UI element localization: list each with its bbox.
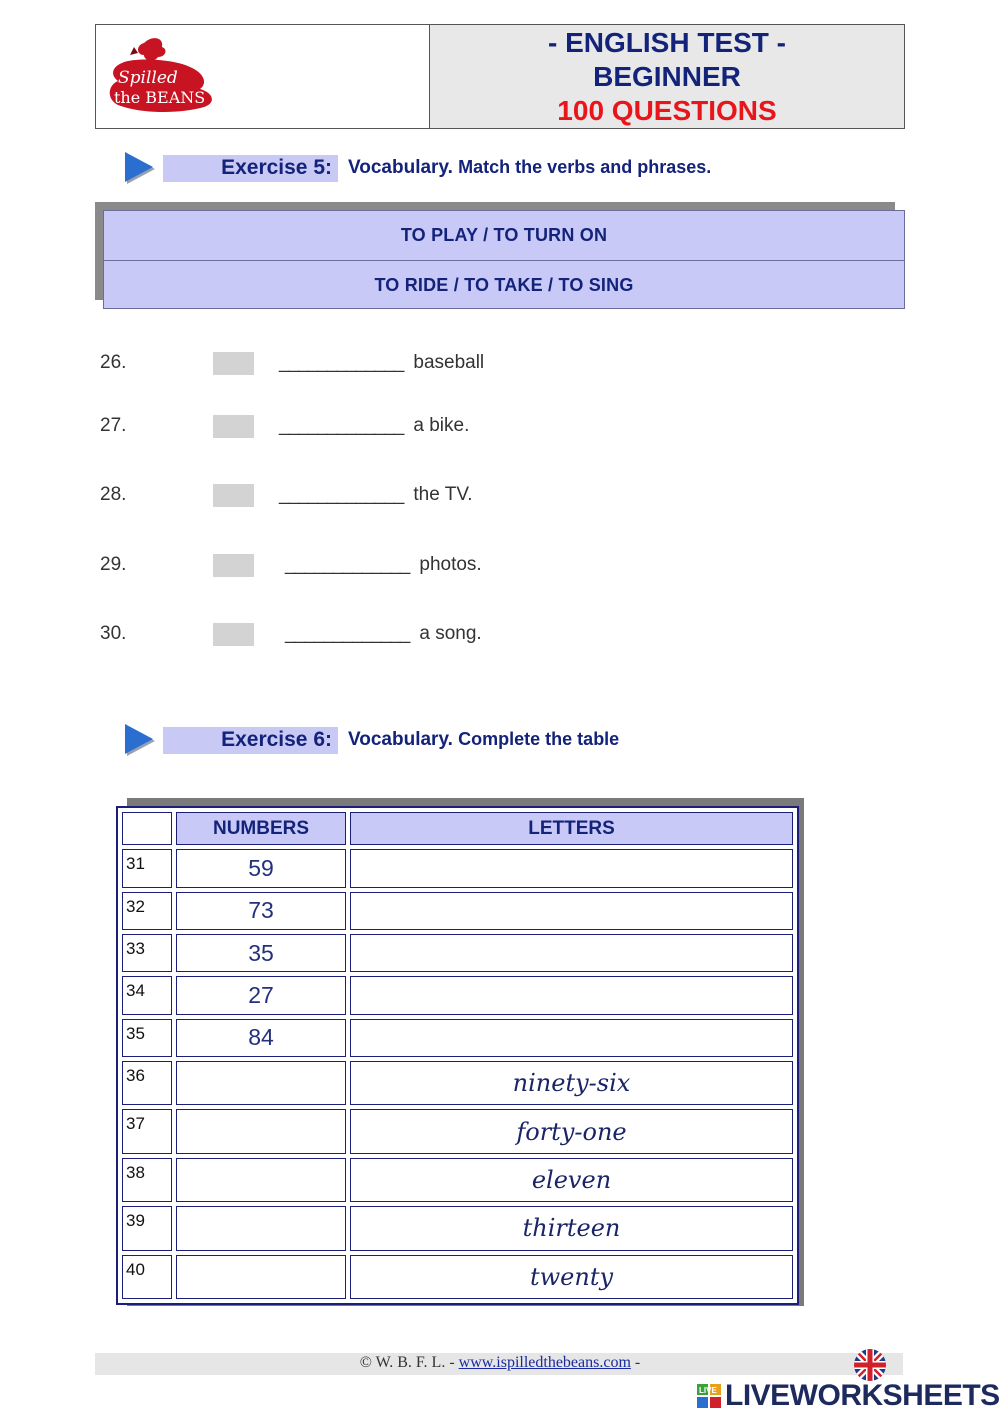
test-header: [95, 24, 905, 129]
answer-dropbox[interactable]: [213, 554, 254, 577]
question-number: 30.: [100, 623, 127, 644]
letters-cell: thirteen: [350, 1206, 793, 1250]
word-row: TO RIDE / TO TAKE / TO SING: [104, 260, 904, 309]
question-number: 27.: [100, 415, 127, 436]
letters-input-cell[interactable]: [350, 934, 793, 972]
letters-input-cell[interactable]: [350, 976, 793, 1014]
logo-text-2: the BEANS: [114, 88, 206, 107]
table-row: [122, 1255, 793, 1300]
letters-input-cell[interactable]: [350, 1019, 793, 1057]
footer-link[interactable]: www.ispilledthebeans.com: [458, 1354, 631, 1371]
footer-text: [0, 1354, 1000, 1372]
answer-dropbox[interactable]: [213, 415, 254, 438]
word-box: [103, 210, 905, 309]
answer-dropbox[interactable]: [213, 484, 254, 507]
table-row: [122, 1061, 793, 1105]
question-phrase: baseball: [413, 352, 485, 373]
table-row: [122, 892, 793, 930]
letters-input-cell[interactable]: [350, 849, 793, 887]
letters-cell: ninety-six: [350, 1061, 793, 1105]
exercise6-title-bold: Vocabulary.: [348, 729, 453, 750]
logo-cell: [96, 25, 430, 128]
spilled-the-beans-logo: [104, 33, 219, 118]
answer-blank: _____________: [285, 554, 410, 575]
uk-flag-icon: [853, 1348, 887, 1382]
exercise5-title-bold: Vocabulary.: [348, 157, 453, 178]
number-input-cell[interactable]: [176, 1255, 346, 1300]
letters-cell: forty-one: [350, 1109, 793, 1153]
number-input-cell[interactable]: [176, 1158, 346, 1202]
exercise5-label: Exercise 5:: [163, 155, 338, 182]
exercise5-title-rest: Match the verbs and phrases.: [458, 157, 712, 177]
number-input-cell[interactable]: [176, 1206, 346, 1250]
row-number: 37: [122, 1109, 172, 1153]
footer-dash: -: [630, 1354, 641, 1371]
answer-dropbox[interactable]: [213, 623, 254, 646]
table-row: [122, 1206, 793, 1250]
play-arrow-icon: [125, 150, 157, 186]
number-cell: 84: [176, 1019, 346, 1057]
letters-input-cell[interactable]: [350, 892, 793, 930]
number-cell: 73: [176, 892, 346, 930]
table-row: [122, 1019, 793, 1057]
liveworksheets-text: LIVEWORKSHEETS: [725, 1379, 1000, 1412]
row-number: 36: [122, 1061, 172, 1105]
question-number: 28.: [100, 484, 127, 505]
row-number: 34: [122, 976, 172, 1014]
exercise5-title: [348, 157, 711, 179]
title-cell: [430, 25, 904, 128]
corner-cell: [122, 812, 172, 845]
logo-text-1: Spilled: [118, 68, 178, 88]
letters-header: LETTERS: [350, 812, 793, 845]
question-29: [100, 552, 482, 578]
numbers-header: NUMBERS: [176, 812, 346, 845]
liveworksheets-mark-icon: [697, 1384, 721, 1408]
letters-cell: eleven: [350, 1158, 793, 1202]
exercise6-title: [348, 729, 619, 751]
mark-letter: LIVE: [699, 1386, 717, 1395]
question-number: 26.: [100, 352, 127, 373]
table-row: [122, 849, 793, 887]
exercise5-heading: [125, 150, 711, 186]
table-row: [122, 1158, 793, 1202]
footer-copyright: © W. B. F. L. -: [359, 1354, 459, 1371]
question-27: [100, 413, 469, 439]
table-row: [122, 934, 793, 972]
table-header-row: [122, 812, 793, 845]
number-input-cell[interactable]: [176, 1109, 346, 1153]
letters-cell: twenty: [350, 1255, 793, 1300]
table-row: [122, 1109, 793, 1153]
table-row: [122, 976, 793, 1014]
row-number: 33: [122, 934, 172, 972]
question-30: [100, 621, 482, 647]
exercise6-title-rest: Complete the table: [458, 729, 620, 749]
answer-blank: _____________: [279, 484, 404, 505]
answer-blank: _____________: [279, 415, 404, 436]
number-cell: 27: [176, 976, 346, 1014]
answer-blank: _____________: [285, 623, 410, 644]
question-phrase: photos.: [419, 554, 482, 575]
row-number: 39: [122, 1206, 172, 1250]
question-phrase: a song.: [419, 623, 482, 644]
answer-dropbox[interactable]: [213, 352, 254, 375]
number-cell: 59: [176, 849, 346, 887]
row-number: 38: [122, 1158, 172, 1202]
word-row: TO PLAY / TO TURN ON: [400, 225, 608, 245]
number-cell: 35: [176, 934, 346, 972]
title-line-1: - ENGLISH TEST -: [548, 26, 786, 58]
question-number: 29.: [100, 554, 127, 575]
exercise6-heading: [125, 722, 619, 758]
title-line-3: 100 QUESTIONS: [557, 94, 777, 126]
answer-blank: _____________: [279, 352, 404, 373]
question-phrase: a bike.: [413, 415, 470, 436]
exercise6-label: Exercise 6:: [163, 727, 338, 754]
row-number: 32: [122, 892, 172, 930]
numbers-table: [116, 806, 799, 1305]
question-26: [100, 350, 484, 376]
question-phrase: the TV.: [413, 484, 473, 505]
liveworksheets-logo[interactable]: [697, 1379, 1000, 1413]
play-arrow-icon: [125, 722, 157, 758]
question-28: [100, 482, 473, 508]
row-number: 40: [122, 1255, 172, 1300]
title-line-2: BEGINNER: [593, 60, 741, 92]
number-input-cell[interactable]: [176, 1061, 346, 1105]
row-number: 31: [122, 849, 172, 887]
row-number: 35: [122, 1019, 172, 1057]
